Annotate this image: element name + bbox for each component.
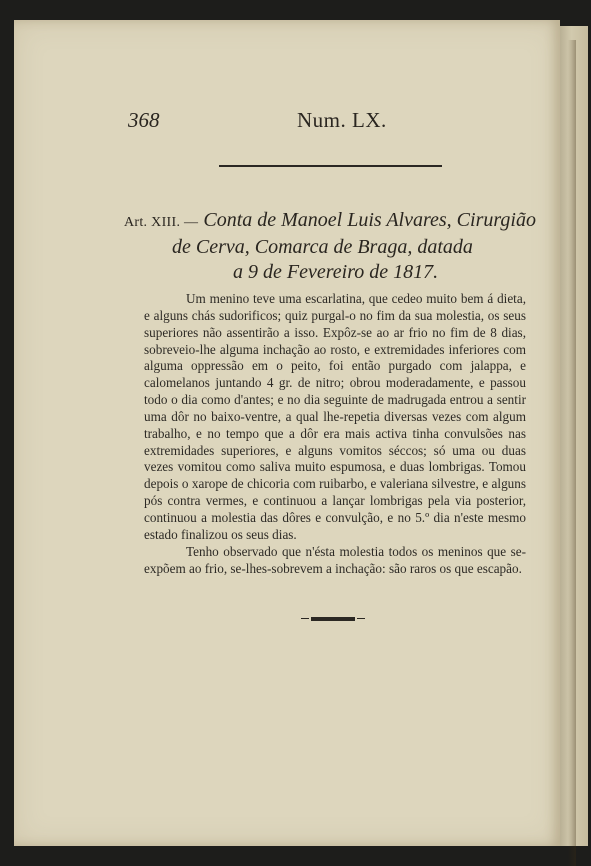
article-label: Art. XIII. — <box>124 215 199 230</box>
page-number: 368 <box>128 108 160 132</box>
end-ornament-rule <box>311 617 355 621</box>
paragraph-2: Tenho observado que n'ésta molestia todos os meninos que se-expõem ao frio, se-lhes-sobrevem a inchação: são raros os que escapão. <box>144 543 526 576</box>
title-text-1: Conta de Manoel Luis Alvares, Cirurgião <box>203 209 536 231</box>
book-page <box>14 20 560 846</box>
paragraph-1: Um menino teve uma escarlatina, que cedeo muito bem á dieta, e alguns chás sudorificos; quiz purgal-o no fim da sua molestia, os seus superiores não assentirão a isso. Expôz-se ao ar frio no fim de 8 dias, sobreveio-lhe alguma inchação ao rosto, e extremidades inferiores com alguma oppressão em o peito, foi então purgado com jalappa, e calomelanos juntando 4 gr. de nitro; obrou moderadamente, e passou todo o dia como d'antes; e no dia seguinte de madrugada entrou a sentir uma dôr no baixo-ventre, a qual lhe-repetia diversas vezes com algum trabalho, e no tempo que a dôr era mais activa tinha convulsões nas extremidades superiores, e alguns vomitos séccos; só uma ou duas vezes vomitou como saliva muito espumosa, e duas lombrigas. Tomou depois o xarope de chicoria com ruibarbo, e valeriana silvestre, e alguns pós contra vermes, e continuou a lançar lombrigas pela via posterior, continuou a molestia das dôres e convulção, e no 5.º dia n'este mesmo estado finalizou os seus dias. <box>144 291 526 542</box>
title-line-2: de Cerva, Comarca de Braga, datada <box>172 236 473 258</box>
title-line-1 <box>124 208 564 235</box>
article-title <box>124 208 564 285</box>
page-gutter-shadow <box>568 40 576 866</box>
page-header <box>14 108 560 138</box>
article-body <box>144 291 526 577</box>
header-rule <box>219 165 442 167</box>
running-title: Num. LX. <box>297 108 387 132</box>
title-line-3: a 9 de Fevereiro de 1817. <box>233 261 439 283</box>
